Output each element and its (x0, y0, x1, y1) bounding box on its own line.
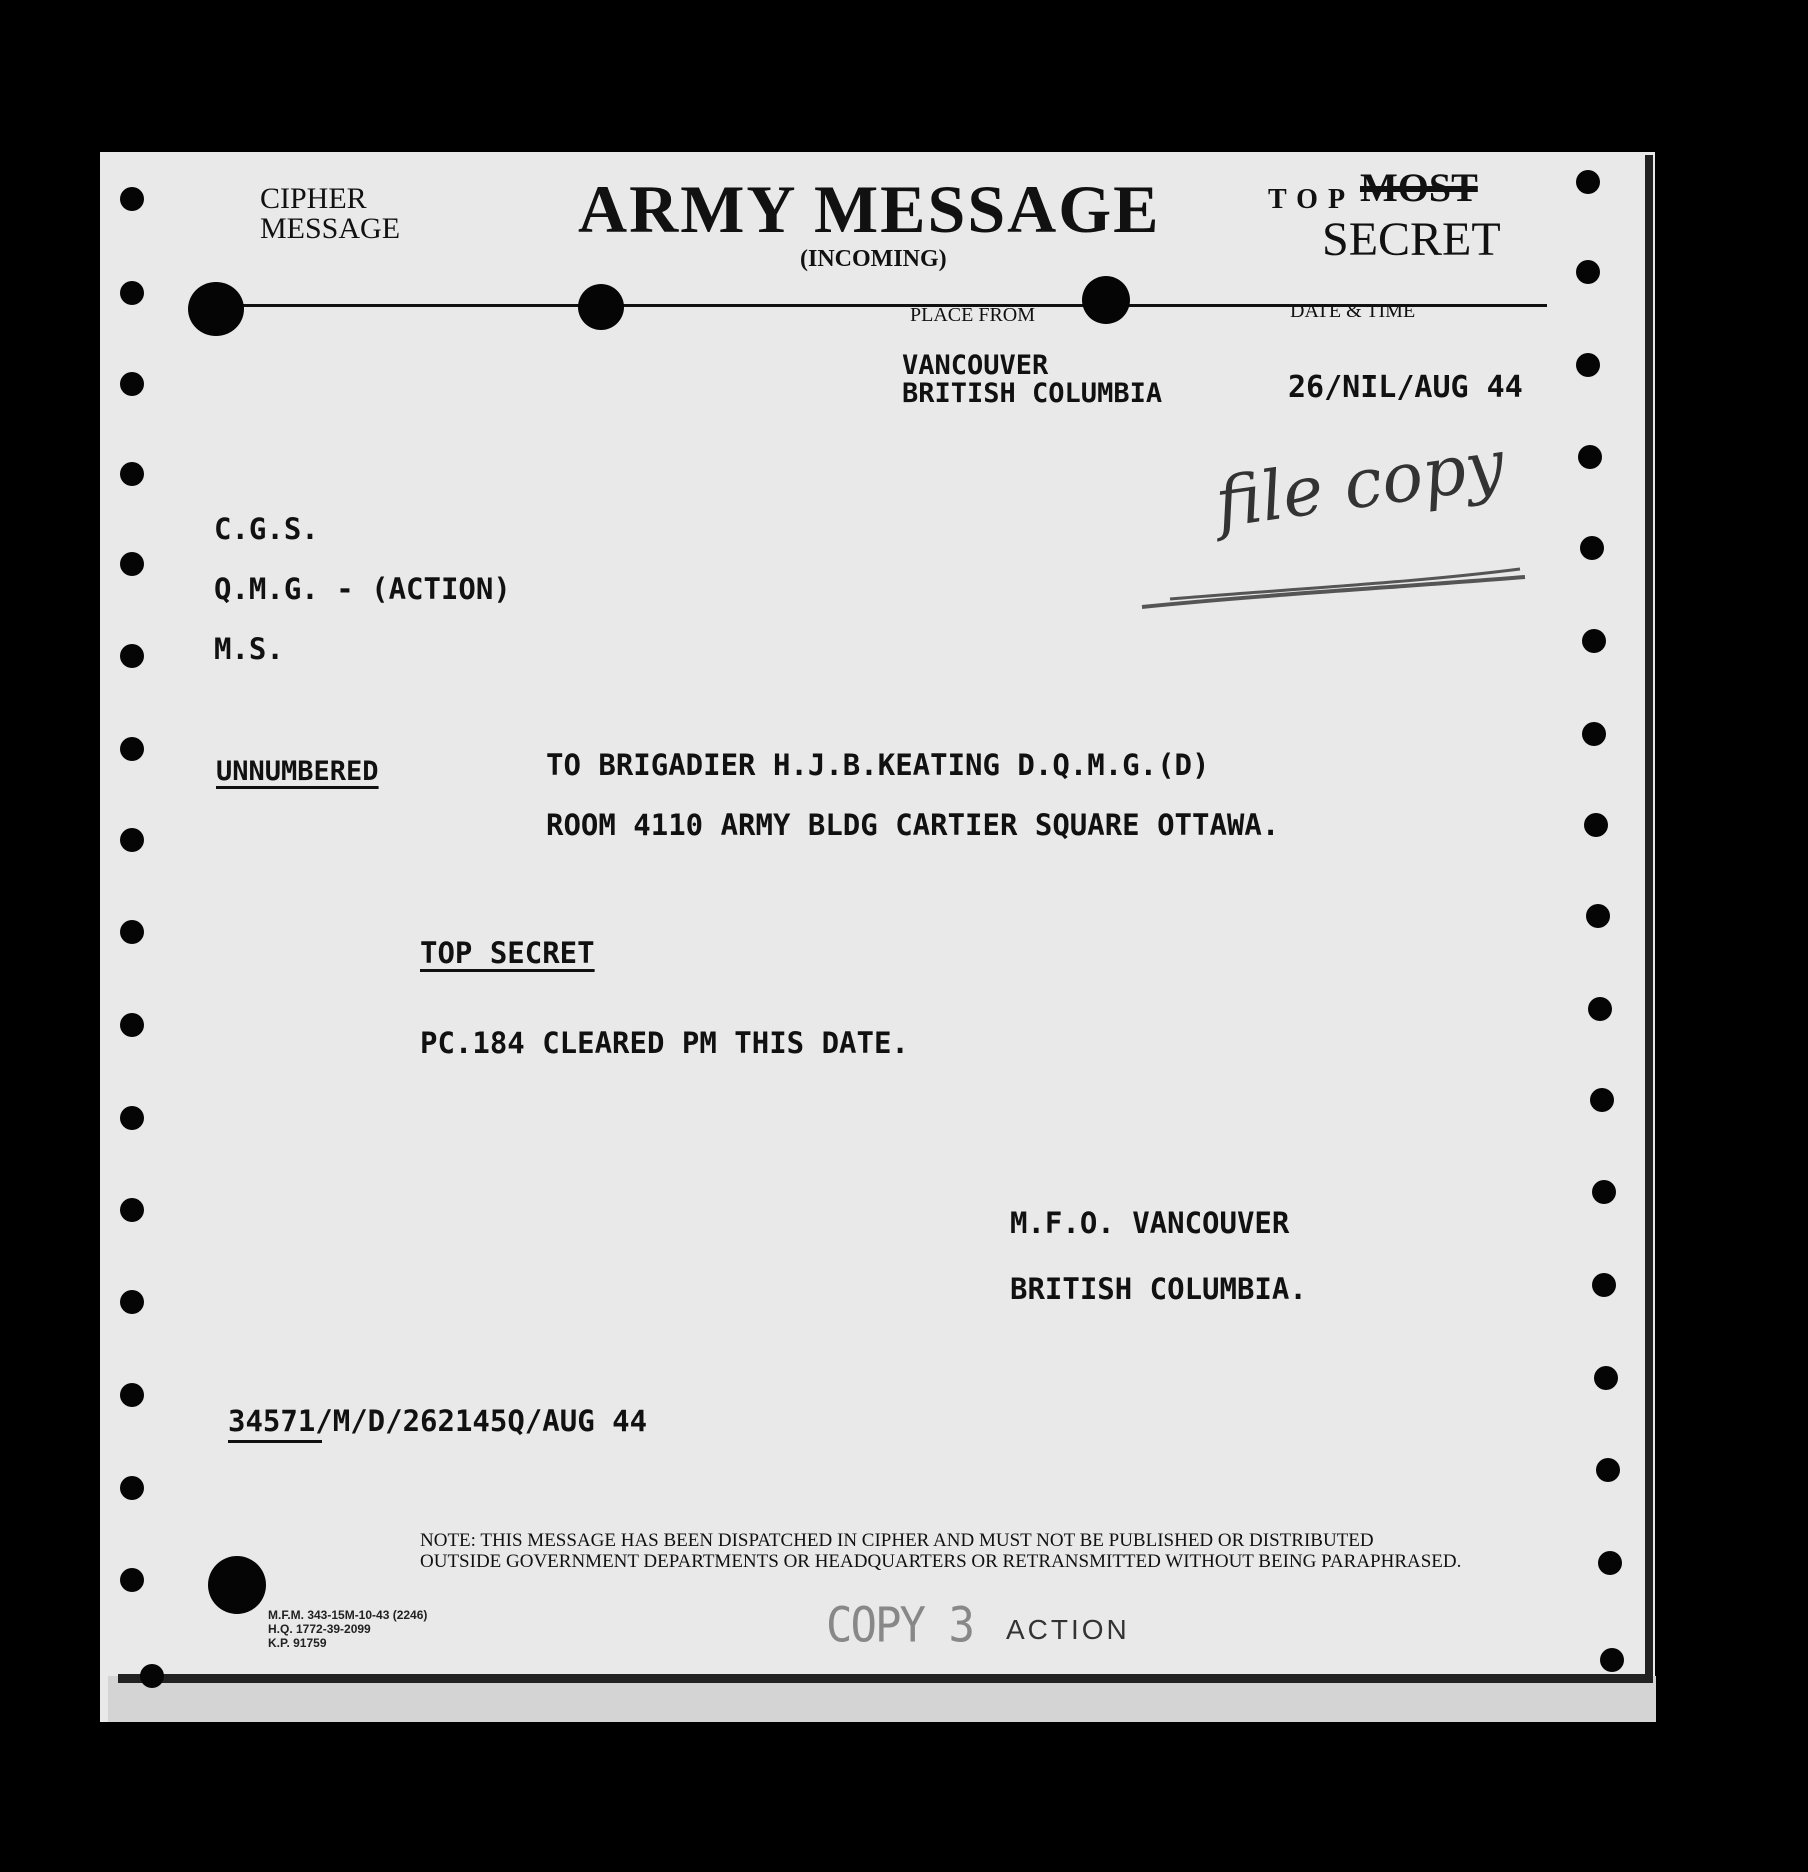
footer-note-line2: OUTSIDE GOVERNMENT DEPARTMENTS OR HEADQUARTERS OR RETRANSMITTED WITHOUT BEING PARAPHRASED. (420, 1551, 1462, 1572)
perforation-hole (1590, 1088, 1614, 1112)
perforation-hole (120, 372, 144, 396)
handwritten-file-copy-note: file copy (1210, 425, 1510, 544)
recipient-ms: M.S. (214, 632, 284, 666)
classification-top: TOP (1268, 184, 1356, 215)
form-number-line3: K.P. 91759 (268, 1636, 327, 1650)
perforation-hole (140, 1664, 164, 1688)
classification-struck: MOST (1360, 165, 1478, 210)
perforation-hole (1584, 813, 1608, 837)
serial-underline (228, 1440, 322, 1443)
form-bottom-rule (118, 1674, 1653, 1683)
perforation-hole (1588, 997, 1612, 1021)
perforation-hole (1578, 445, 1602, 469)
perforation-hole (120, 1106, 144, 1130)
perforation-hole (1576, 353, 1600, 377)
form-edge-shadow (1645, 155, 1653, 1685)
date-time-label: DATE & TIME (1290, 300, 1416, 322)
perforation-hole (1576, 170, 1600, 194)
form-subtitle: (INCOMING) (800, 246, 947, 272)
place-from-label: PLACE FROM (910, 304, 1036, 326)
body-classification: TOP SECRET (420, 936, 595, 970)
perforation-hole (120, 187, 144, 211)
binder-hole (1082, 276, 1130, 324)
copy-action-label: ACTION (1006, 1614, 1130, 1645)
perforation-hole (1582, 722, 1606, 746)
perforation-hole (1594, 1366, 1618, 1390)
origin-date-time: 26/NIL/AUG 44 (1288, 370, 1523, 405)
perforation-hole (1592, 1180, 1616, 1204)
origin-line2: BRITISH COLUMBIA (902, 378, 1163, 409)
sender-line2: BRITISH COLUMBIA. (1010, 1272, 1307, 1306)
recipient-cgs: C.G.S. (214, 512, 319, 546)
perforation-hole (120, 1383, 144, 1407)
perforation-hole (120, 462, 144, 486)
perforation-hole (120, 1198, 144, 1222)
perforation-hole (120, 644, 144, 668)
perforation-hole (1598, 1551, 1622, 1575)
binder-hole (188, 282, 244, 336)
perforation-hole (120, 1290, 144, 1314)
classification-secret: SECRET (1322, 213, 1501, 266)
perforation-hole (120, 737, 144, 761)
binder-hole (208, 1556, 266, 1614)
perforation-hole (120, 920, 144, 944)
perforation-hole (120, 828, 144, 852)
cipher-label-line2: MESSAGE (260, 212, 401, 245)
addressee-line2: ROOM 4110 ARMY BLDG CARTIER SQUARE OTTAWA. (546, 808, 1280, 842)
addressee-line1: TO BRIGADIER H.J.B.KEATING D.Q.M.G.(D) (546, 748, 1210, 782)
message-body: PC.184 CLEARED PM THIS DATE. (420, 1026, 909, 1060)
binder-hole (578, 284, 624, 330)
perforation-hole (1592, 1273, 1616, 1297)
perforation-hole (1576, 260, 1600, 284)
recipient-qmg-action: Q.M.G. - (ACTION) (214, 572, 511, 606)
copy-stamp: COPY 3 (826, 1597, 973, 1654)
form-number-line1: M.F.M. 343-15M-10-43 (2246) (268, 1608, 428, 1622)
perforation-hole (1600, 1648, 1624, 1672)
perforation-hole (120, 552, 144, 576)
footer-note-line1: NOTE: THIS MESSAGE HAS BEEN DISPATCHED IN CIPHER AND MUST NOT BE PUBLISHED OR DISTRIBUTED (420, 1530, 1374, 1551)
origin-line1: VANCOUVER (902, 350, 1049, 381)
perforation-hole (120, 281, 144, 305)
message-serial: 34571/M/D/262145Q/AUG 44 (228, 1404, 648, 1438)
message-reference: UNNUMBERED (216, 756, 379, 787)
handwritten-underline (1140, 555, 1530, 615)
perforation-hole (1596, 1458, 1620, 1482)
perforation-hole (120, 1476, 144, 1500)
form-number-line2: H.Q. 1772-39-2099 (268, 1622, 371, 1636)
perforation-hole (1586, 904, 1610, 928)
perforation-hole (120, 1568, 144, 1592)
sender-line1: M.F.O. VANCOUVER (1010, 1206, 1290, 1240)
cipher-label-line1: CIPHER (260, 182, 367, 215)
perforation-hole (1582, 629, 1606, 653)
form-title: ARMY MESSAGE (578, 171, 1161, 247)
perforation-hole (120, 1013, 144, 1037)
perforation-hole (1580, 536, 1604, 560)
